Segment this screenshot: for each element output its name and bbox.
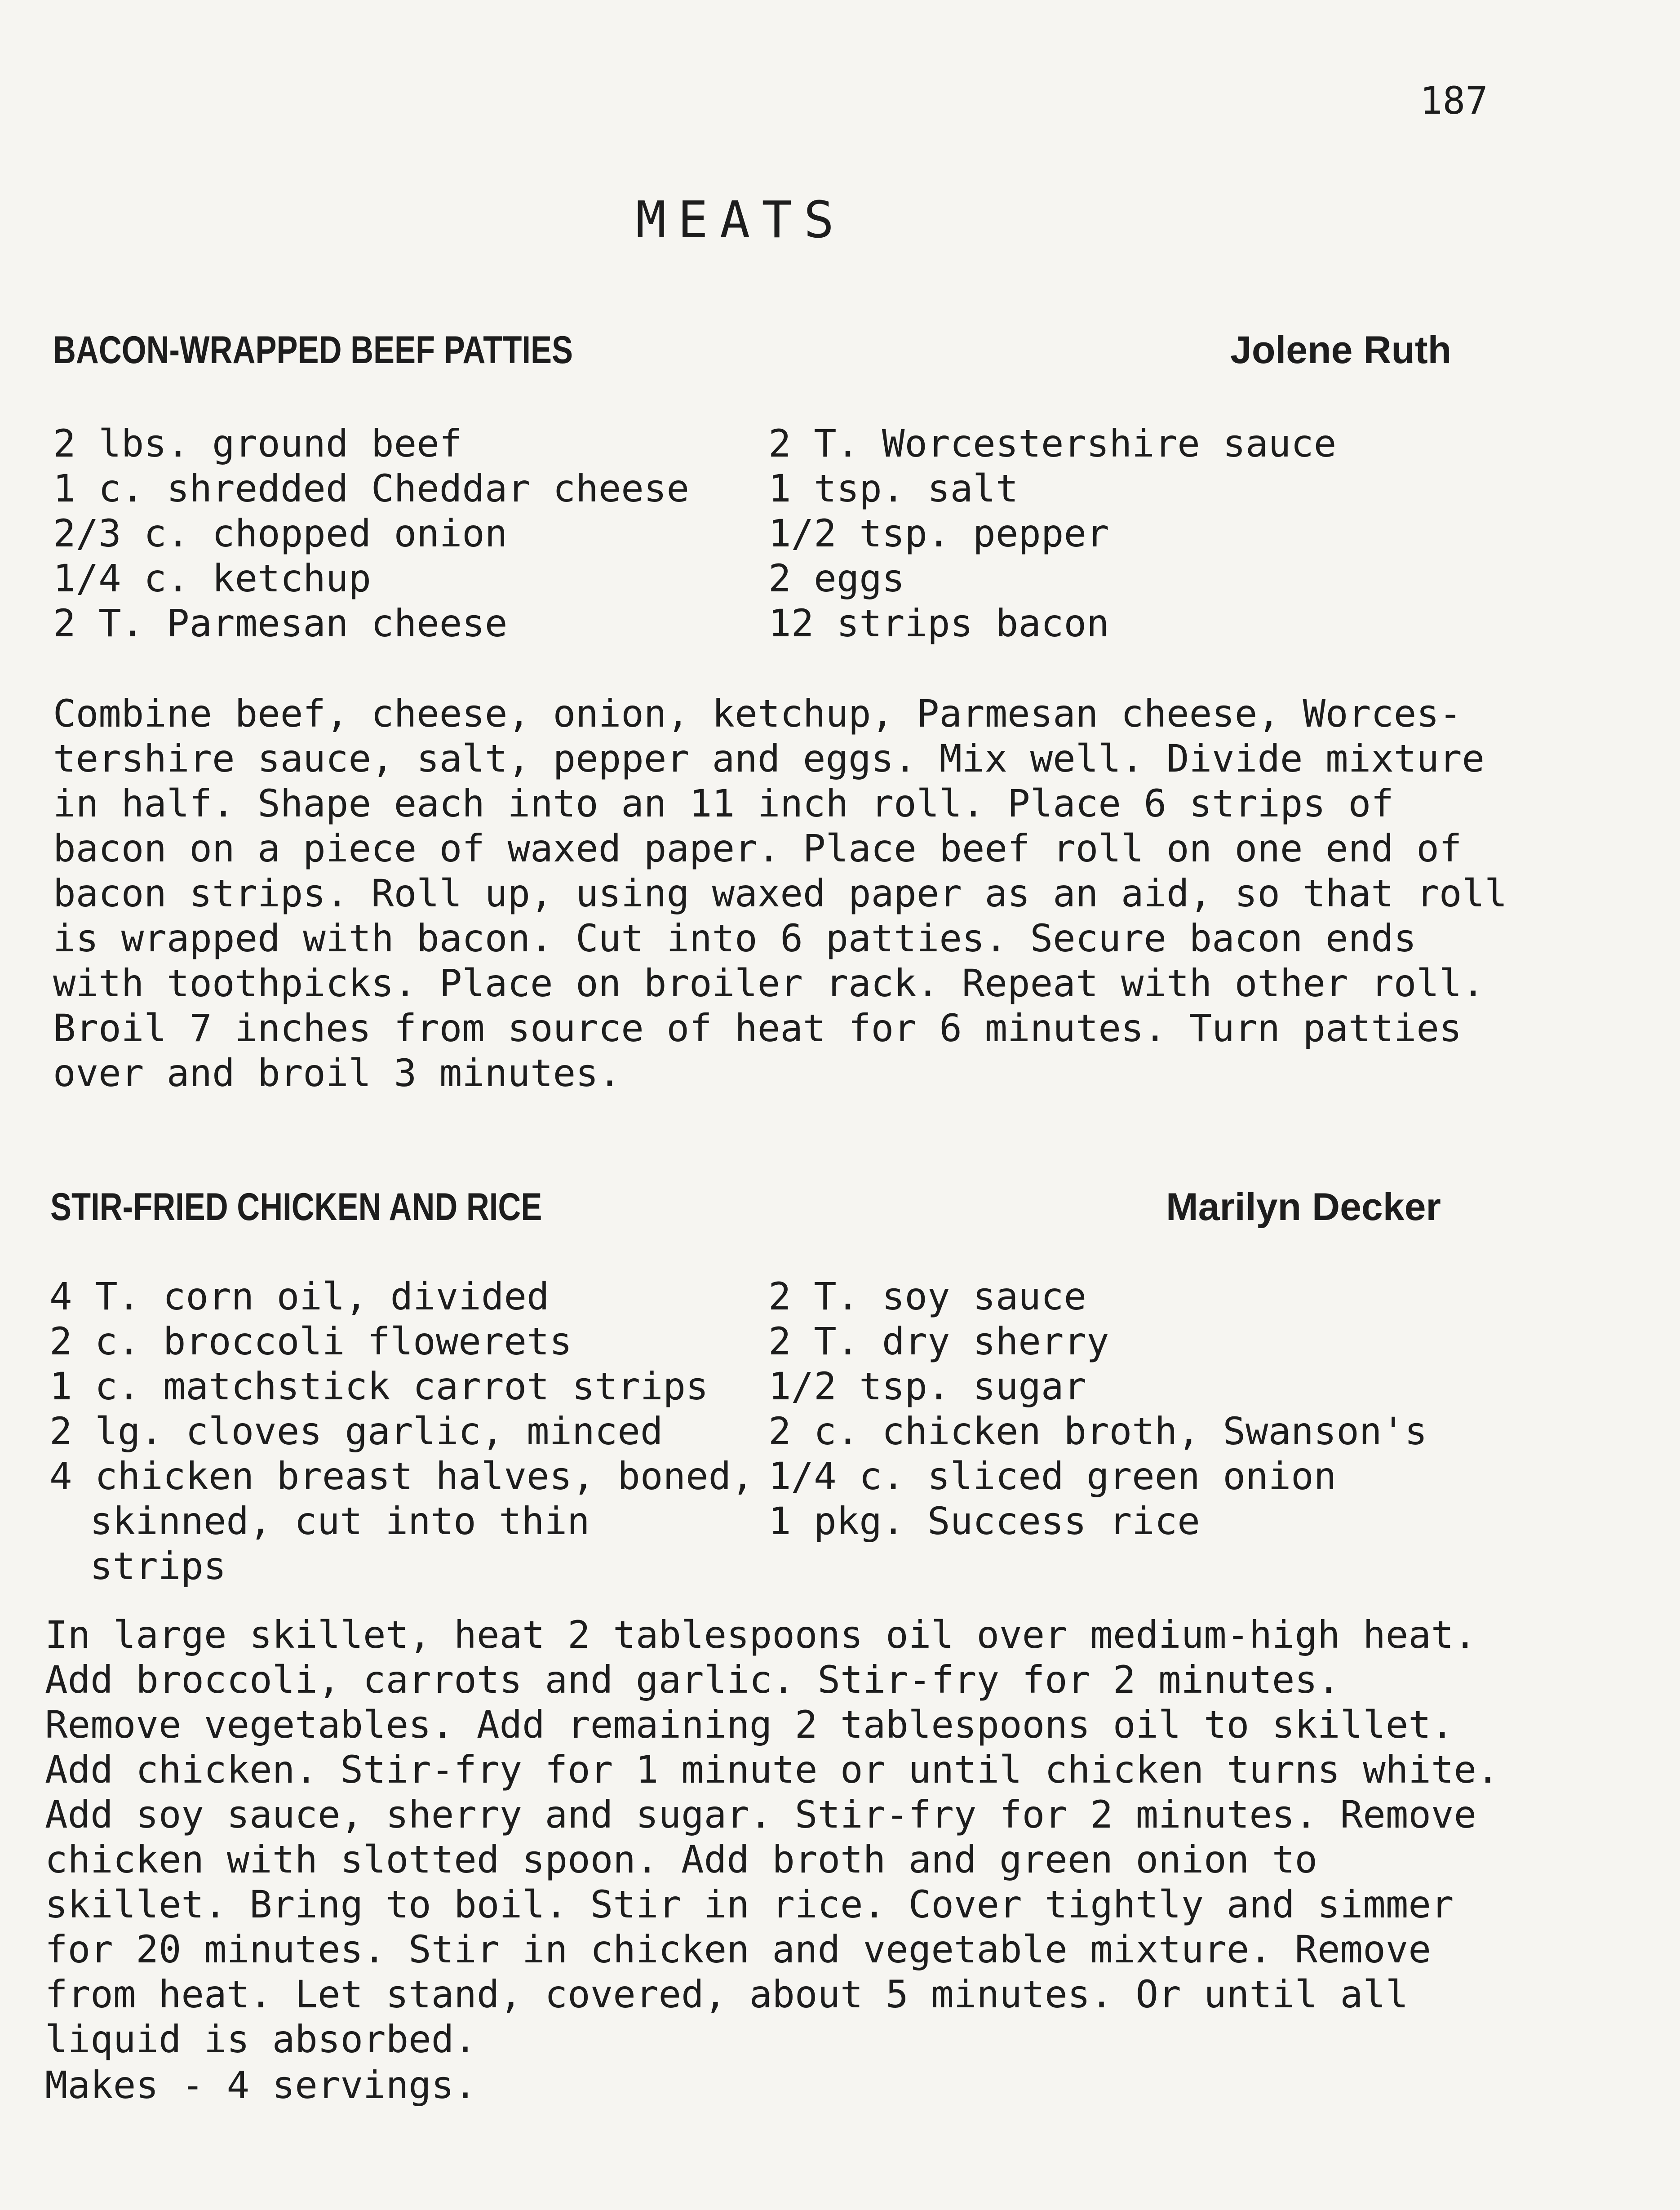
ingredient-item: 2 T. soy sauce — [768, 1274, 1087, 1318]
ingredient-item: 2 eggs — [768, 556, 905, 600]
ingredient-item: 2 T. Worcestershire sauce — [768, 422, 1337, 466]
ingredient-item: 4 chicken breast halves, boned, — [49, 1454, 754, 1498]
ingredient-item: 12 strips bacon — [768, 601, 1109, 645]
ingredient-item: 2 c. chicken broth, Swanson's — [768, 1409, 1427, 1453]
ingredient-list-left — [49, 1274, 754, 1589]
page-number: 187 — [1420, 79, 1488, 123]
ingredient-item: 1 c. matchstick carrot strips — [49, 1364, 709, 1408]
ingredient-item: 2/3 c. chopped onion — [53, 511, 508, 555]
ingredient-list-right — [768, 1274, 1427, 1544]
section-title: MEATS — [636, 191, 846, 249]
ingredient-item: 2 T. Parmesan cheese — [53, 601, 508, 645]
recipe-author: Marilyn Decker — [1166, 1185, 1441, 1229]
recipe-author: Jolene Ruth — [1230, 328, 1452, 372]
ingredient-item: 2 c. broccoli flowerets — [49, 1319, 572, 1363]
ingredient-item: 1 c. shredded Cheddar cheese — [53, 466, 690, 510]
recipe-instructions: In large skillet, heat 2 tablespoons oil over medium-high heat. Add broccoli, carrots and garlic. Stir-fry for 2 minutes. Remove vegetables. Add remaining 2 tablespoons oil to skillet. Add chicken. Stir-fry for 1 minute or until chicken turns white. Add soy sauce, sherry and sugar. Stir-fry for 2 minutes. Remove chicken with slotted spoon. Add broth and green onion to skillet. Bring to boil. Stir in rice. Cover tightly and simmer for 20 minutes. Stir in chicken and vegetable mixture. Remove from heat. Let stand, covered, about 5 minutes. Or until all liquid is absorbed. — [45, 1613, 1499, 2061]
ingredient-item: skinned, cut into thin — [90, 1499, 590, 1543]
recipe-title: STIR-FRIED CHICKEN AND RICE — [50, 1185, 542, 1229]
ingredient-item: strips — [90, 1544, 226, 1588]
ingredient-item: 1 tsp. salt — [768, 466, 1019, 510]
ingredient-item: 2 lg. cloves garlic, minced — [49, 1409, 663, 1453]
ingredient-item: 2 T. dry sherry — [768, 1319, 1109, 1363]
ingredient-item: 1/4 c. sliced green onion — [768, 1454, 1337, 1498]
ingredient-item: 1 pkg. Success rice — [768, 1499, 1200, 1543]
recipe-yield: Makes - 4 servings. — [45, 2063, 477, 2107]
ingredient-item: 2 lbs. ground beef — [53, 422, 462, 466]
ingredient-list-left — [53, 421, 689, 646]
recipe-instructions: Combine beef, cheese, onion, ketchup, Parmesan cheese, Worces- tershire sauce, salt, pepper and eggs. Mix well. Divide mixture in half. Shape each into an 11 inch roll. Place 6 strips of bacon on a piece of waxed paper. Place beef roll on one end of bacon strips. Roll up, using waxed paper as an aid, so that roll is wrapped with bacon. Cut into 6 patties. Secure bacon ends with toothpicks. Place on broiler rack. Repeat with other roll. Broil 7 inches from source of heat for 6 minutes. Turn patties over and broil 3 minutes. — [53, 692, 1507, 1095]
ingredient-item: 1/2 tsp. pepper — [768, 511, 1109, 555]
recipe-title: BACON-WRAPPED BEEF PATTIES — [53, 328, 573, 372]
ingredient-item: 4 T. corn oil, divided — [49, 1274, 550, 1318]
ingredient-item: 1/2 tsp. sugar — [768, 1364, 1087, 1408]
ingredient-item: 1/4 c. ketchup — [53, 556, 372, 600]
ingredient-list-right — [768, 421, 1336, 646]
